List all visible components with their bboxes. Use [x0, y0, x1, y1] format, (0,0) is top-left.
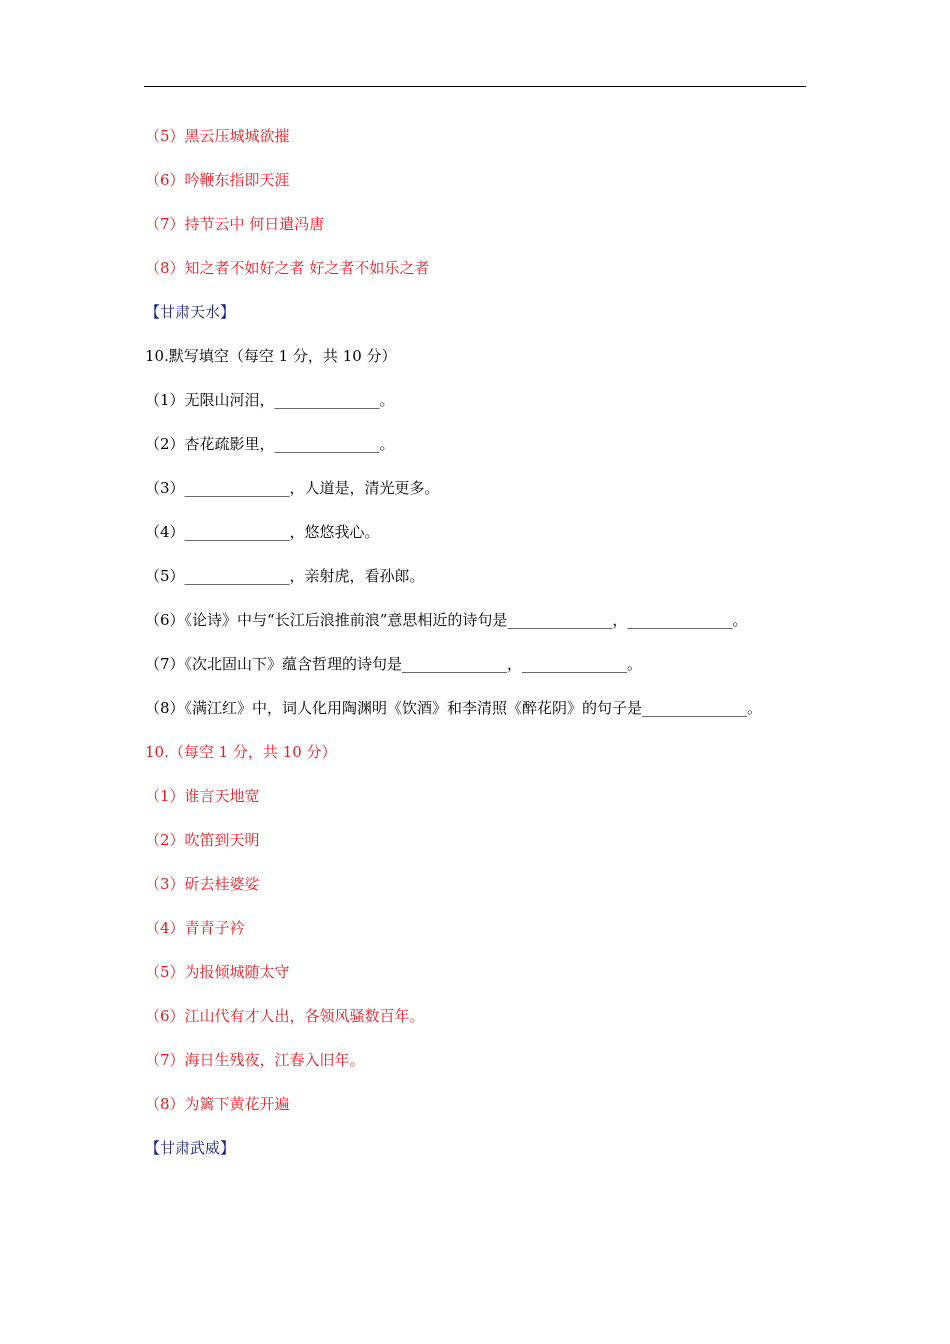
answer-item-4: （4）青青子衿 [145, 919, 245, 937]
question-item-7: （7）《次北固山下》蕴含哲理的诗句是______________，______________。 [145, 655, 643, 673]
question-item-2: （2）杏花疏影里，______________。 [145, 435, 395, 453]
question-item-6: （6）《论诗》中与“长江后浪推前浪”意思相近的诗句是______________，______________。 [145, 611, 748, 629]
prev-answer-5: （5）黑云压城城欲摧 [145, 127, 290, 145]
document-body [145, 124, 807, 1180]
answer-item-7: （7）海日生残夜，江春入旧年。 [145, 1051, 365, 1069]
header-rule [144, 86, 806, 87]
section-title-gansu-tianshui: 【甘肃天水】 [145, 303, 236, 321]
prev-answer-7: （7）持节云中 何日遣冯唐 [145, 215, 325, 233]
answer-item-3: （3）斫去桂婆娑 [145, 875, 260, 893]
question-item-5: （5）______________，亲射虎，看孙郎。 [145, 567, 425, 585]
answer-item-8: （8）为篱下黄花开遍 [145, 1095, 290, 1113]
answer-item-6: （6）江山代有才人出，各领风骚数百年。 [145, 1007, 425, 1025]
prev-answer-6: （6）吟鞭东指即天涯 [145, 171, 290, 189]
question-item-1: （1）无限山河泪，______________。 [145, 391, 395, 409]
answer-item-2: （2）吹笛到天明 [145, 831, 260, 849]
question-item-8: （8）《满江红》中，词人化用陶渊明《饮酒》和李清照《醉花阴》的句子是______________。 [145, 699, 763, 717]
question-item-3: （3）______________，人道是，清光更多。 [145, 479, 440, 497]
prev-answer-8: （8）知之者不如好之者 好之者不如乐之者 [145, 259, 430, 277]
section-title-gansu-wuwei: 【甘肃武威】 [145, 1139, 236, 1157]
answer-item-1: （1）谁言天地宽 [145, 787, 260, 805]
answer-item-5: （5）为报倾城随太守 [145, 963, 290, 981]
answer-title: 10.（每空 1 分，共 10 分） [145, 743, 337, 761]
question-item-4: （4）______________，悠悠我心。 [145, 523, 380, 541]
question-title: 10.默写填空（每空 1 分，共 10 分） [145, 347, 397, 365]
